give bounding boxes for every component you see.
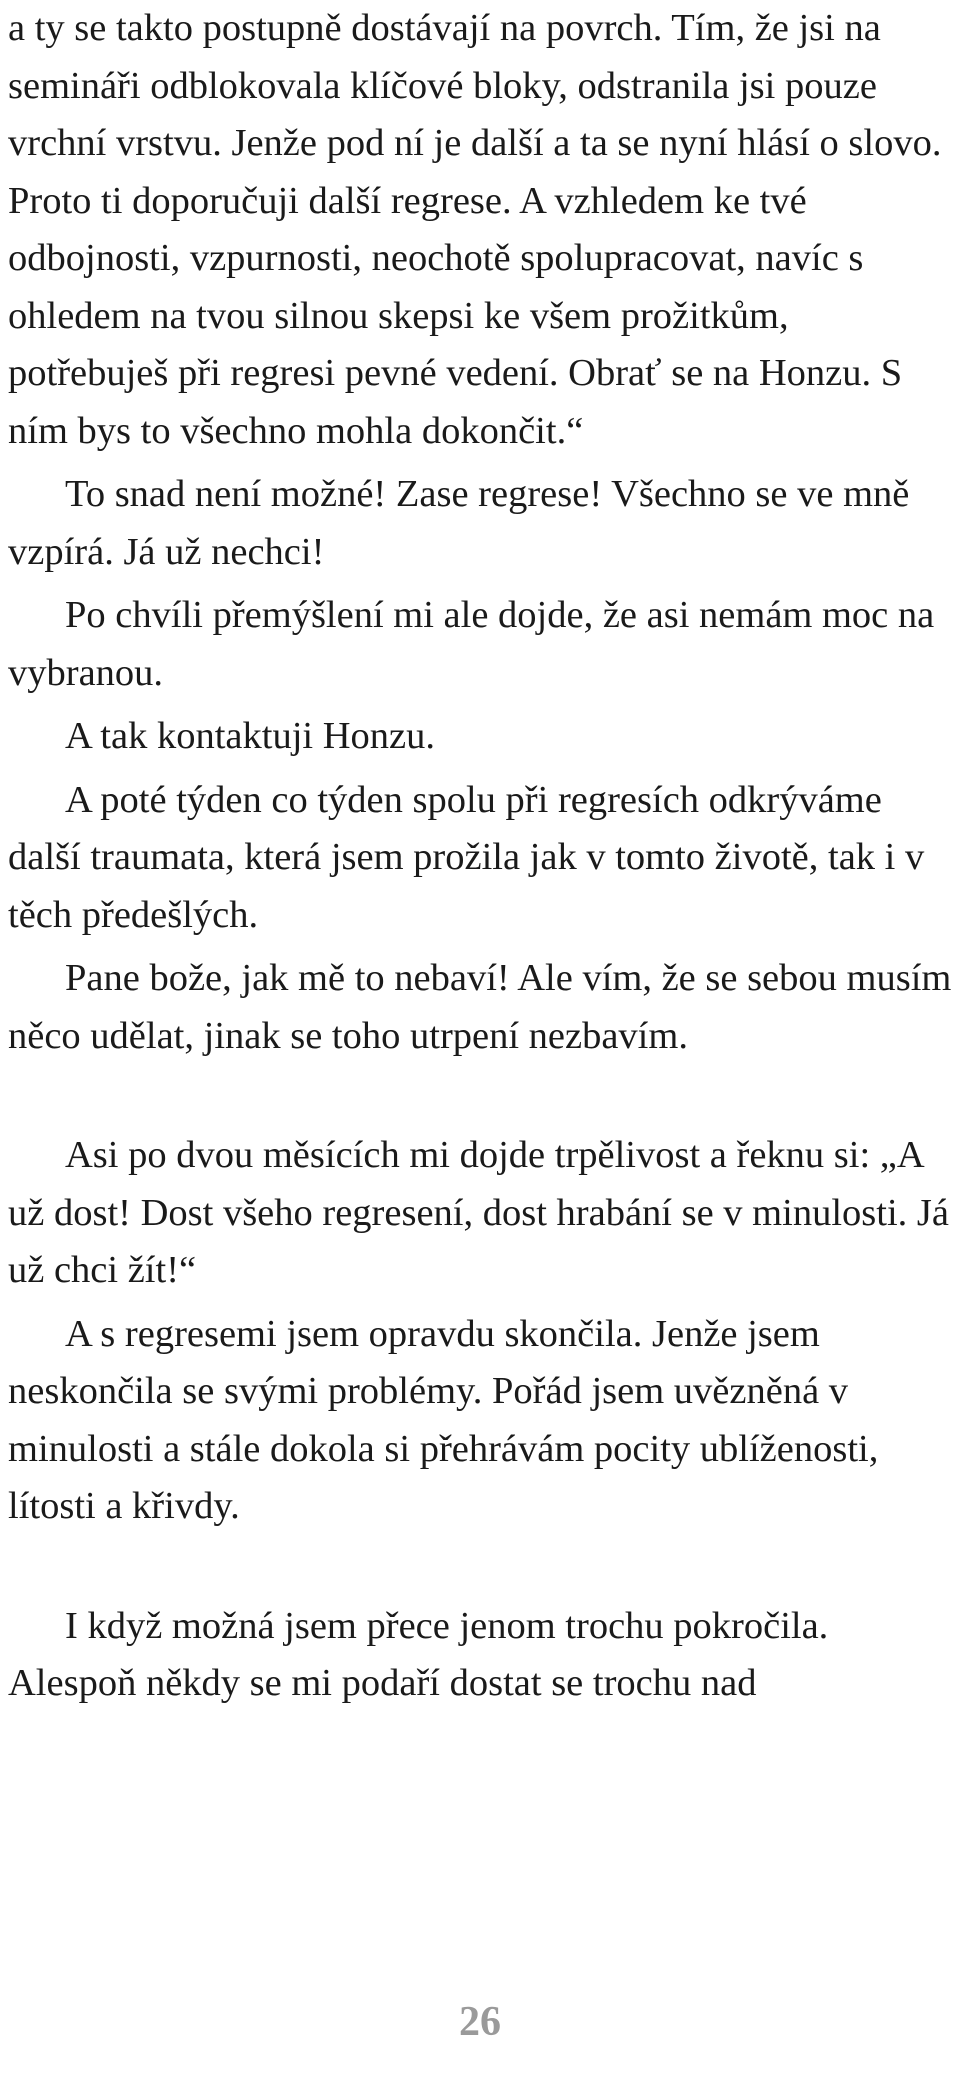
paragraph: A poté týden co týden spolu při regresích odkrýváme další traumata, která jsem prožila jak v tomto životě, tak i v těch předešlých. — [8, 778, 925, 936]
section-break — [8, 1536, 956, 1598]
paragraph: Pane bože, jak mě to nebaví! Ale vím, že se sebou musím něco udělat, jinak se toho utrpení nezbavím. — [8, 957, 952, 1057]
paragraph: A s regresemi jsem opravdu skončila. Jenže jsem neskončila se svými problémy. Pořád jsem uvězněná v minulosti a stále dokola si přehrávám pocity ublíženosti, lítosti a křivdy. — [8, 1312, 879, 1527]
paragraph: Asi po dvou měsících mi dojde trpělivost a řeknu si: „A už dost! Dost všeho regresení, dost hrabání se v minulosti. Já už chci žít!“ — [8, 1134, 949, 1291]
paragraph: I když možná jsem přece jenom trochu pokročila. Alespoň někdy se mi podaří dostat se trochu nad — [8, 1604, 829, 1704]
page-number: 26 — [459, 1999, 501, 2045]
paragraph: A tak kontaktuji Honzu. — [65, 715, 435, 757]
paragraph-continuation: a ty se takto postupně dostávají na povrch. Tím, že jsi na semináři odblokovala klíčové bloky, odstranila jsi pouze vrchní vrstvu. Jenže pod ní je další a ta se nyní hlásí o slovo. Proto ti doporučuji další regrese. A vzhledem ke tvé odbojnosti, vzpurnosti, neochotě spolupracovat, navíc s ohledem na tvou silnou skepsi ke všem prožitkům, potřebuješ při regresi pevné vedení. Obrať se na Honzu. S ním bys to všechno mohla dokončit.“ — [8, 7, 942, 452]
paragraph: To snad není možné! Zase regrese! Všechno se ve mně vzpírá. Já už nechci! — [8, 473, 910, 573]
section-break — [8, 1065, 956, 1127]
paragraph: Po chvíli přemýšlení mi ale dojde, že asi nemám moc na vybranou. — [8, 594, 935, 694]
text-column — [8, 0, 956, 1713]
